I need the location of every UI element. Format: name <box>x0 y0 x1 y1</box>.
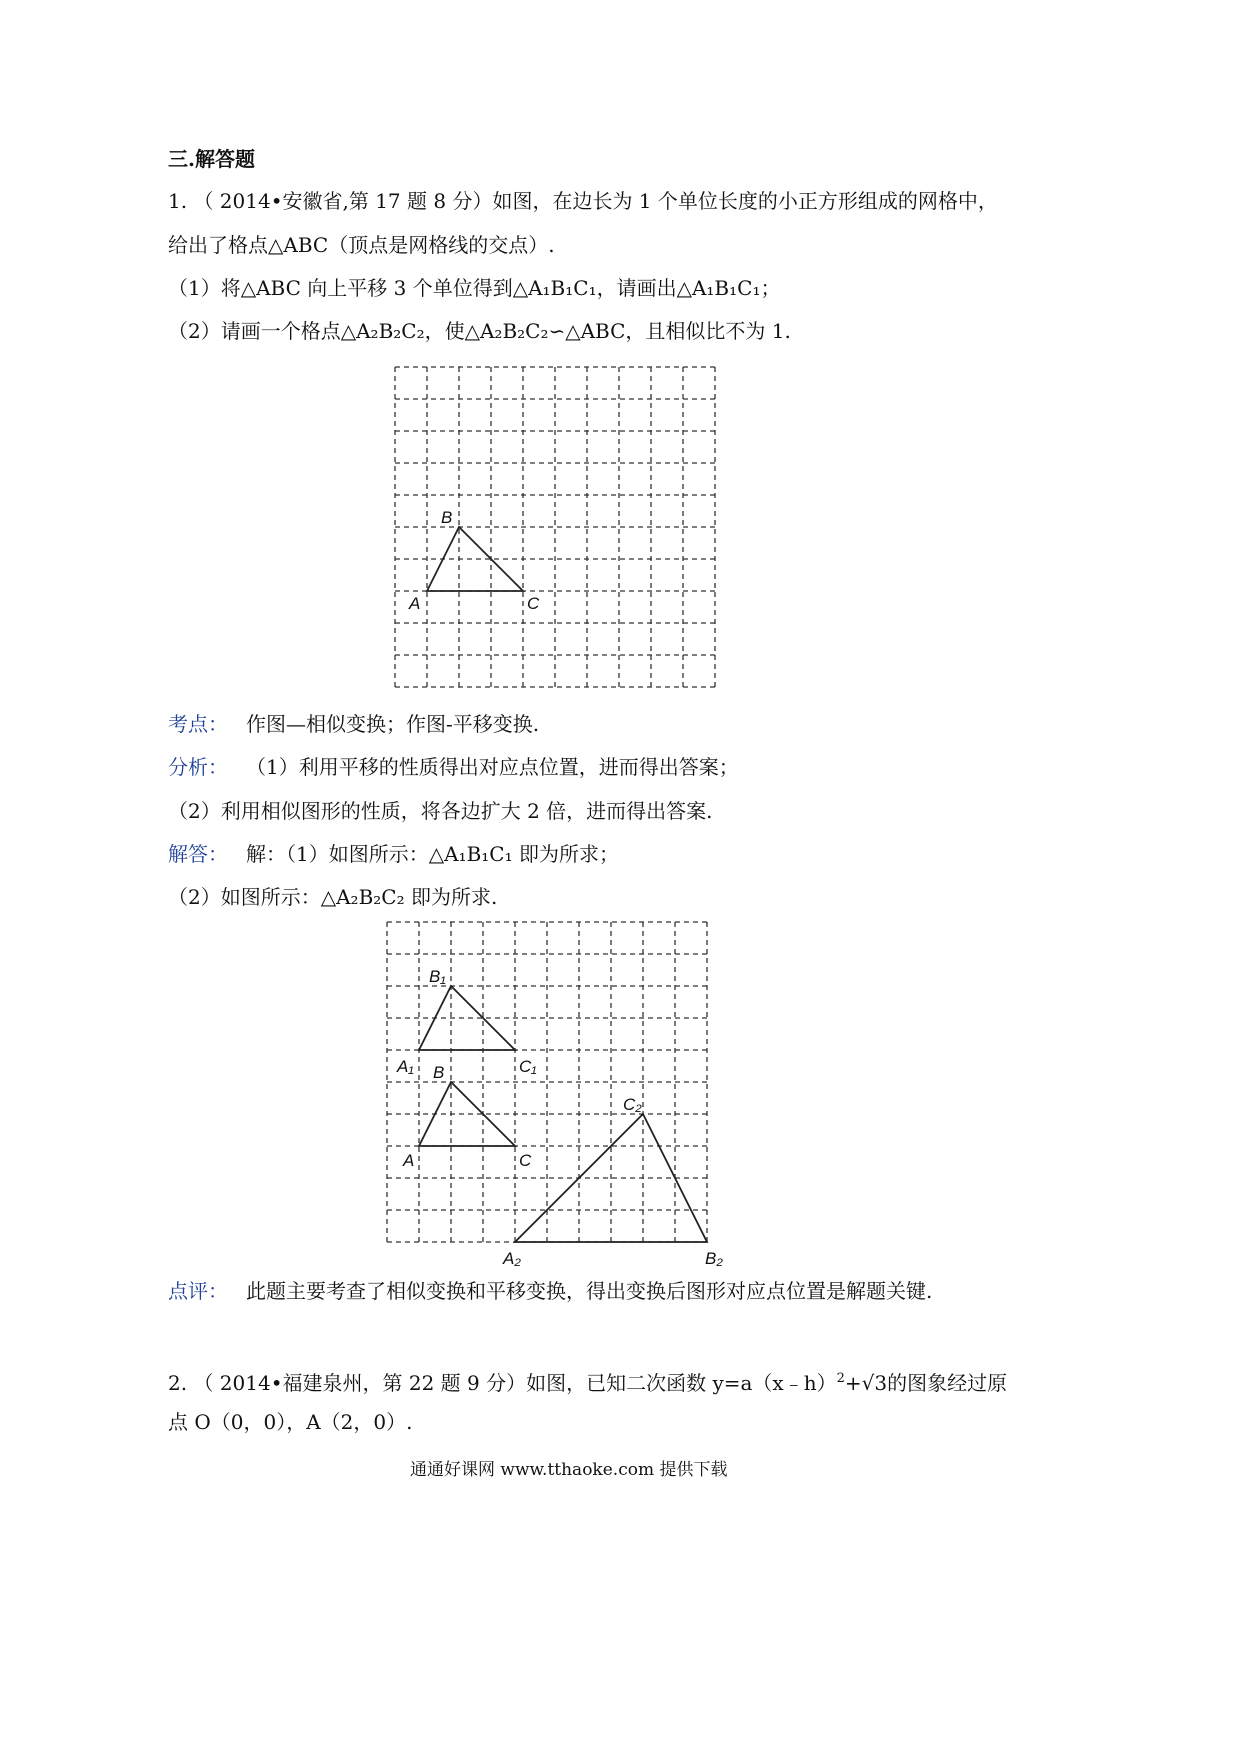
vertex-label-A2B2C2-A: A₂ <box>503 1249 521 1268</box>
vertex-label-ABC-C: C <box>519 1151 532 1170</box>
vertex-label-ABC-A: A <box>403 1151 415 1170</box>
jieda-text2: （2）如图所示：△A₂B₂C₂ 即为所求. <box>168 885 498 909</box>
page-footer: 通通好课网 www.tthaoke.com 提供下载 <box>410 1460 728 1480</box>
dianping-label: 点评： <box>168 1279 228 1303</box>
vertex-label-ABC-B: B <box>441 508 453 527</box>
q2-line1 <box>168 1364 1007 1398</box>
kaodian-label: 考点： <box>168 712 228 736</box>
fenxi-text2: （2）利用相似图形的性质，将各边扩大 2 倍，进而得出答案. <box>168 799 713 823</box>
q2-line1-start: 2. （ 2014•福建泉州，第 22 题 9 分）如图，已知二次函数 y=a（x﹣h） <box>168 1371 837 1395</box>
jieda-label: 解答： <box>168 842 228 866</box>
vertex-label-A1B1C1-C: C₁ <box>519 1057 537 1076</box>
dianping-text: 此题主要考查了相似变换和平移变换，得出变换后图形对应点位置是解题关键. <box>246 1279 933 1303</box>
vertex-label-ABC-B: B <box>433 1063 445 1082</box>
vertex-label-A1B1C1-B: B₁ <box>429 967 446 986</box>
q2-exponent: 2 <box>836 1371 845 1386</box>
jieda-text1: 解：（1）如图所示：△A₁B₁C₁ 即为所求； <box>246 842 619 866</box>
fenxi-text1: （1）利用平移的性质得出对应点位置，进而得出答案； <box>246 755 739 779</box>
figure-1-grid-triangle <box>380 355 740 700</box>
q1-line1: 1. （ 2014•安徽省,第 17 题 8 分）如图，在边长为 1 个单位长度的小正方形组成的网格中， <box>168 189 998 213</box>
vertex-label-A1B1C1-A: A₁ <box>397 1057 414 1076</box>
vertex-label-ABC-C: C <box>527 594 540 613</box>
fenxi-label: 分析： <box>168 755 228 779</box>
kaodian-text: 作图—相似变换；作图-平移变换. <box>246 712 540 736</box>
vertex-label-A2B2C2-B: B₂ <box>705 1249 723 1268</box>
q2-line2: 点 O（0，0），A（2，0）. <box>168 1410 413 1434</box>
q1-part1: （1）将△ABC 向上平移 3 个单位得到△A₁B₁C₁，请画出△A₁B₁C₁； <box>168 276 781 300</box>
q1-part2: （2）请画一个格点△A₂B₂C₂，使△A₂B₂C₂∽△ABC，且相似比不为 1. <box>168 319 791 343</box>
figure-2-grid-triangles <box>372 910 752 1270</box>
vertex-label-ABC-A: A <box>409 594 421 613</box>
section-title: 三.解答题 <box>168 147 255 171</box>
q1-line2: 给出了格点△ABC（顶点是网格线的交点）. <box>168 233 555 257</box>
dashed-grid <box>395 367 715 687</box>
q2-line1-end: +√3的图象经过原 <box>844 1371 1008 1395</box>
vertex-label-A2B2C2-C: C₂ <box>623 1095 642 1114</box>
